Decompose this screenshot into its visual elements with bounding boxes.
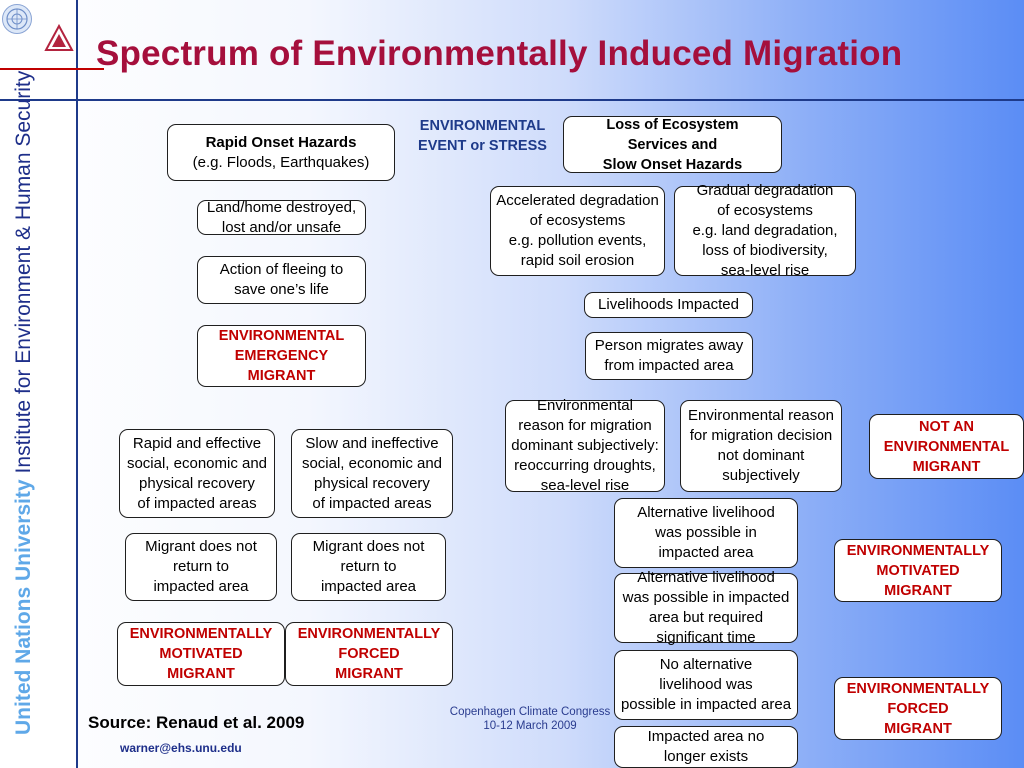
no-alt-livelihood-box: No alternative livelihood was possible in impacted area: [614, 650, 798, 720]
env-reason-dominant-box: Environmental reason for migration dominant subjectively: reoccurring droughts, sea-level rise: [505, 400, 665, 492]
loss-of-ecosystem-box: Loss of Ecosystem Services and Slow Onset Hazards: [563, 116, 782, 173]
environmental-event-label: ENVIRONMENTAL EVENT or STRESS: [418, 118, 547, 154]
not-environmental-migrant-box: NOT AN ENVIRONMENTAL MIGRANT: [869, 414, 1024, 479]
page-title: Spectrum of Environmentally Induced Migration: [96, 34, 903, 73]
person-migrates-box: Person migrates away from impacted area: [585, 332, 753, 380]
alt-livelihood-possible-box: Alternative livelihood was possible in impacted area: [614, 498, 798, 568]
gradual-degradation-box: Gradual degradation of ecosystems e.g. land degradation, loss of biodiversity, sea-level rise: [674, 186, 856, 276]
env-motivated-migrant-left-box: ENVIRONMENTALLY MOTIVATED MIGRANT: [117, 622, 285, 686]
env-forced-migrant-right-box: ENVIRONMENTALLY FORCED MIGRANT: [834, 677, 1002, 740]
alt-livelihood-required-time-box: Alternative livelihood was possible in impacted area but required significant time: [614, 573, 798, 643]
event-footer: Copenhagen Climate Congress 10-12 March 2009: [449, 706, 611, 732]
rapid-onset-title: Rapid Onset Hazards: [205, 133, 357, 151]
accent-rule: [0, 68, 104, 70]
action-fleeing-box: Action of fleeing to save one’s life: [197, 256, 366, 304]
un-logo-icon: [2, 4, 32, 34]
migrant-no-return-left-box: Migrant does not return to impacted area: [125, 533, 277, 601]
rapid-onset-example: (e.g. Floods, Earthquakes): [192, 153, 370, 171]
env-reason-not-dominant-box: Environmental reason for migration decision not dominant subjectively: [680, 400, 842, 492]
header-rule: [0, 99, 1024, 101]
rapid-onset-hazards-box: [167, 124, 395, 181]
ehs-logo-icon: [44, 24, 74, 54]
land-destroyed-box: Land/home destroyed, lost and/or unsafe: [197, 200, 366, 235]
migrant-no-return-right-box: Migrant does not return to impacted area: [291, 533, 446, 601]
contact-email[interactable]: warner@ehs.unu.edu: [120, 741, 242, 755]
slow-recovery-box: Slow and ineffective social, economic and physical recovery of impacted areas: [291, 429, 453, 518]
env-forced-migrant-left-box: ENVIRONMENTALLY FORCED MIGRANT: [285, 622, 453, 686]
university-name: United Nations University: [12, 479, 35, 735]
impacted-area-gone-box: Impacted area no longer exists: [614, 726, 798, 768]
institute-name: Institute for Environment & Human Security: [12, 70, 35, 474]
environmental-emergency-migrant-box: ENVIRONMENTAL EMERGENCY MIGRANT: [197, 325, 366, 387]
sidebar-vertical-text: [12, 71, 36, 735]
livelihoods-impacted-box: Livelihoods Impacted: [584, 292, 753, 318]
sidebar-rule: [76, 0, 78, 768]
rapid-recovery-box: Rapid and effective social, economic and physical recovery of impacted areas: [119, 429, 275, 518]
source-citation: Source: Renaud et al. 2009: [88, 713, 305, 732]
accelerated-degradation-box: Accelerated degradation of ecosystems e.g. pollution events, rapid soil erosion: [490, 186, 665, 276]
env-motivated-migrant-right-box: ENVIRONMENTALLY MOTIVATED MIGRANT: [834, 539, 1002, 602]
